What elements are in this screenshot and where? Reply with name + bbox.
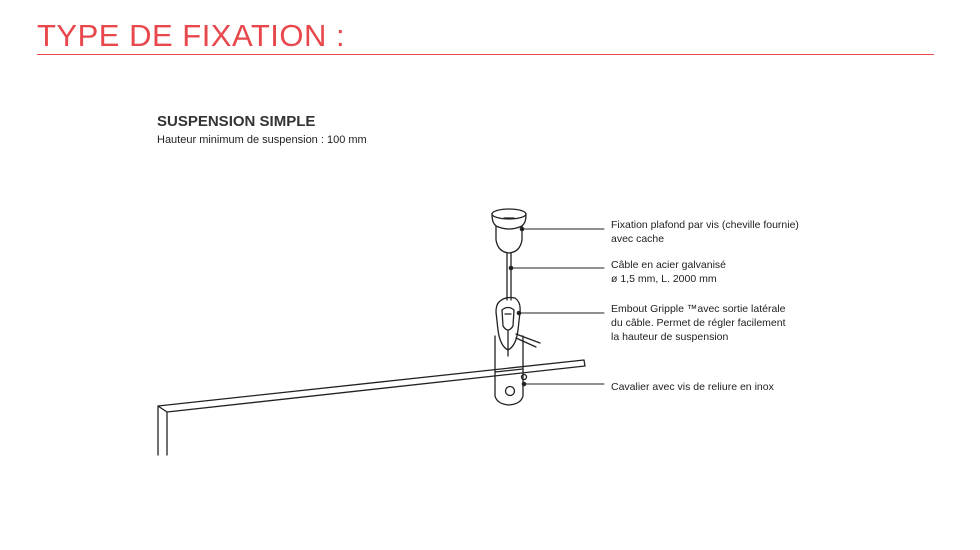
callout-line: Cavalier avec vis de reliure en inox: [611, 381, 774, 393]
callout-rider: [611, 380, 774, 394]
callout-cable: [611, 258, 726, 286]
callout-line: ø 1,5 mm, L. 2000 mm: [611, 273, 717, 285]
leader-dot: [517, 311, 522, 316]
callout-line: la hauteur de suspension: [611, 331, 729, 343]
leader-lines: [511, 229, 604, 384]
panel-frame: [158, 360, 585, 455]
rider-clip: [495, 336, 527, 405]
callout-line: du câble. Permet de régler facilement: [611, 317, 786, 329]
leader-dot: [522, 382, 527, 387]
callout-line: Câble en acier galvanisé: [611, 259, 726, 271]
callout-line: Fixation plafond par vis (cheville fournie): [611, 219, 799, 231]
callout-ceiling-fixing: [611, 218, 799, 246]
gripple-end: [496, 298, 540, 357]
leader-dot: [520, 227, 525, 232]
section-title: SUSPENSION SIMPLE: [157, 113, 316, 130]
callout-line: avec cache: [611, 233, 665, 245]
leader-dot: [509, 266, 514, 271]
page-title: TYPE DE FIXATION :: [37, 18, 346, 53]
callout-gripple: [611, 302, 786, 344]
section-subtitle: Hauteur minimum de suspension : 100 mm: [157, 134, 367, 146]
callout-line: Embout Gripple ™avec sortie latérale: [611, 303, 786, 315]
steel-cable: [507, 253, 511, 300]
